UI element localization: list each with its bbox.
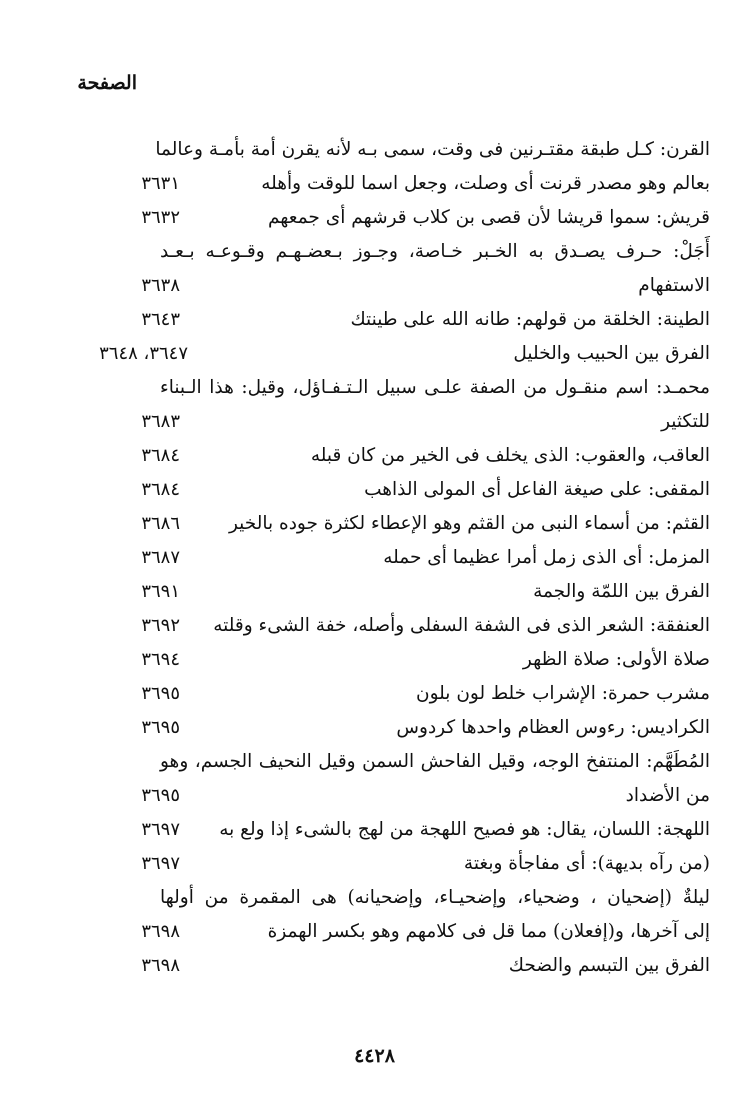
entry-line: [50, 337, 710, 371]
entry-page-ref: ٣٦٣١: [141, 173, 180, 194]
entry-text: أَجَلْ: حـرف يصـدق به الخـبر خـاصة، وجـوز بـعضـهـم وقـوعـه بـعـد: [160, 241, 710, 262]
entry-text: الكراديس: رءوس العظام واحدها كردوس: [396, 717, 710, 738]
entry-text: صلاة الأولى: صلاة الظهر: [522, 649, 710, 670]
entry-text: للتكثير: [661, 411, 710, 432]
entry-line: [50, 201, 710, 235]
entry-line: [50, 507, 710, 541]
entry-line: [50, 915, 710, 949]
entry-line: [50, 235, 710, 269]
index-entries: [50, 133, 710, 983]
index-entry: [50, 439, 710, 473]
entry-page-ref: ٣٦٨٧: [141, 547, 180, 568]
entry-text: محمـد: اسم منقـول من الصفة علـى سبيل الـتـفـاؤل، وقيل: هذا الـبناء: [160, 377, 710, 398]
entry-page-ref: ٣٦٨٤: [141, 445, 180, 466]
index-entry: [50, 745, 710, 813]
index-entry: [50, 711, 710, 745]
entry-line: [50, 813, 710, 847]
index-entry: [50, 303, 710, 337]
entry-text: بعالم وهو مصدر قرنت أى وصلت، وجعل اسما للوقت وأهله: [261, 173, 710, 194]
entry-text: القرن: كـل طبقة مقتـرنين فى وقت، سمى بـه لأنه يقرن أمة بأمـة وعالما: [155, 139, 710, 160]
entry-line: [50, 575, 710, 609]
entry-text: ليلةٌ (إضحيان ، وضحياء، وإضحيـاء، وإضحيانه) هى المقمرة من أولها: [160, 887, 710, 908]
entry-text: من الأضداد: [625, 785, 710, 806]
entry-text: الفرق بين التبسم والضحك: [508, 955, 710, 976]
index-entry: [50, 949, 710, 983]
entry-text: الطينة: الخلقة من قولهم: طانه الله على طينتك: [350, 309, 710, 330]
entry-page-ref: ٣٦٣٨: [141, 275, 180, 296]
entry-page-ref: ٣٦٣٢: [141, 207, 180, 228]
index-entry: [50, 201, 710, 235]
entry-page-ref: ٣٦٤٣: [141, 309, 180, 330]
entry-line: [50, 473, 710, 507]
index-entry: [50, 541, 710, 575]
page-number: ٤٤٢٨: [354, 1045, 395, 1067]
entry-page-ref: ٣٦٩٤: [141, 649, 180, 670]
entry-line: [50, 303, 710, 337]
entry-text: المقفى: على صيغة الفاعل أى المولى الذاهب: [364, 479, 710, 500]
entry-line: [50, 779, 710, 813]
entry-text: العاقب، والعقوب: الذى يخلف فى الخير من كان قبله: [310, 445, 710, 466]
entry-page-ref: ٣٦٩٥: [141, 717, 180, 738]
entry-text: قريش: سموا قريشا لأن قصى بن كلاب قرشهم أى جمعهم: [267, 207, 710, 228]
index-entry: [50, 643, 710, 677]
index-entry: [50, 609, 710, 643]
entry-line: [50, 405, 710, 439]
entry-line: [50, 133, 710, 167]
entry-page-ref: ٣٦٩٧: [141, 819, 180, 840]
entry-line: [50, 269, 710, 303]
index-entry: [50, 813, 710, 847]
entry-text: القثم: من أسماء النبى من القثم وهو الإعطاء لكثرة جوده بالخير: [228, 513, 710, 534]
page-column-header: الصفحة: [77, 72, 137, 94]
entry-text: (من رآه بديهة): أى مفاجأة وبغتة: [463, 853, 710, 874]
entry-text: المُطَهَّم: المنتفخ الوجه، وقيل الفاحش السمن وقيل النحيف الجسم، وهو: [160, 751, 710, 772]
entry-line: [50, 609, 710, 643]
entry-line: [50, 949, 710, 983]
index-entry: [50, 371, 710, 439]
entry-line: [50, 167, 710, 201]
entry-line: [50, 371, 710, 405]
entry-page-ref: ٣٦٩٨: [141, 921, 180, 942]
entry-page-ref: ٣٦٨٣: [141, 411, 180, 432]
entry-page-ref: ٣٦٩٥: [141, 785, 180, 806]
entry-line: [50, 677, 710, 711]
entry-page-ref: ٣٦٨٦: [141, 513, 180, 534]
entry-text: الاستفهام: [638, 275, 710, 296]
index-entry: [50, 677, 710, 711]
entry-text: الفرق بين اللمّة والجمة: [533, 581, 710, 602]
entry-line: [50, 643, 710, 677]
entry-page-ref: ٣٦٩١: [141, 581, 180, 602]
entry-page-ref: ٣٦٩٨: [141, 955, 180, 976]
entry-page-ref: ٣٦٩٥: [141, 683, 180, 704]
index-entry: [50, 235, 710, 303]
index-entry: [50, 473, 710, 507]
entry-line: [50, 745, 710, 779]
index-entry: [50, 507, 710, 541]
entry-text: اللهجة: اللسان، يقال: هو فصيح اللهجة من لهج بالشىء إذا ولع به: [219, 819, 710, 840]
index-entry: [50, 847, 710, 881]
index-entry: [50, 133, 710, 201]
entry-line: [50, 881, 710, 915]
entry-text: المزمل: أى الذى زمل أمرا عظيما أى حمله: [383, 547, 710, 568]
entry-text: مشرب حمرة: الإشراب خلط لون بلون: [416, 683, 710, 704]
entry-line: [50, 439, 710, 473]
entry-text: الفرق بين الحبيب والخليل: [513, 343, 710, 364]
entry-page-ref: ٣٦٩٢: [141, 615, 180, 636]
entry-line: [50, 847, 710, 881]
entry-line: [50, 711, 710, 745]
entry-page-ref: ٣٦٨٤: [141, 479, 180, 500]
entry-page-ref: ٣٦٩٧: [141, 853, 180, 874]
index-entry: [50, 575, 710, 609]
entry-page-ref: ٣٦٤٧، ٣٦٤٨: [99, 343, 188, 364]
index-entry: [50, 881, 710, 949]
entry-line: [50, 541, 710, 575]
index-entry: [50, 337, 710, 371]
entry-text: العنفقة: الشعر الذى فى الشفة السفلى وأصله، خفة الشىء وقلته: [213, 615, 710, 636]
entry-text: إلى آخرها، و(إفعلان) مما قل فى كلامهم وهو بكسر الهمزة: [267, 921, 710, 942]
